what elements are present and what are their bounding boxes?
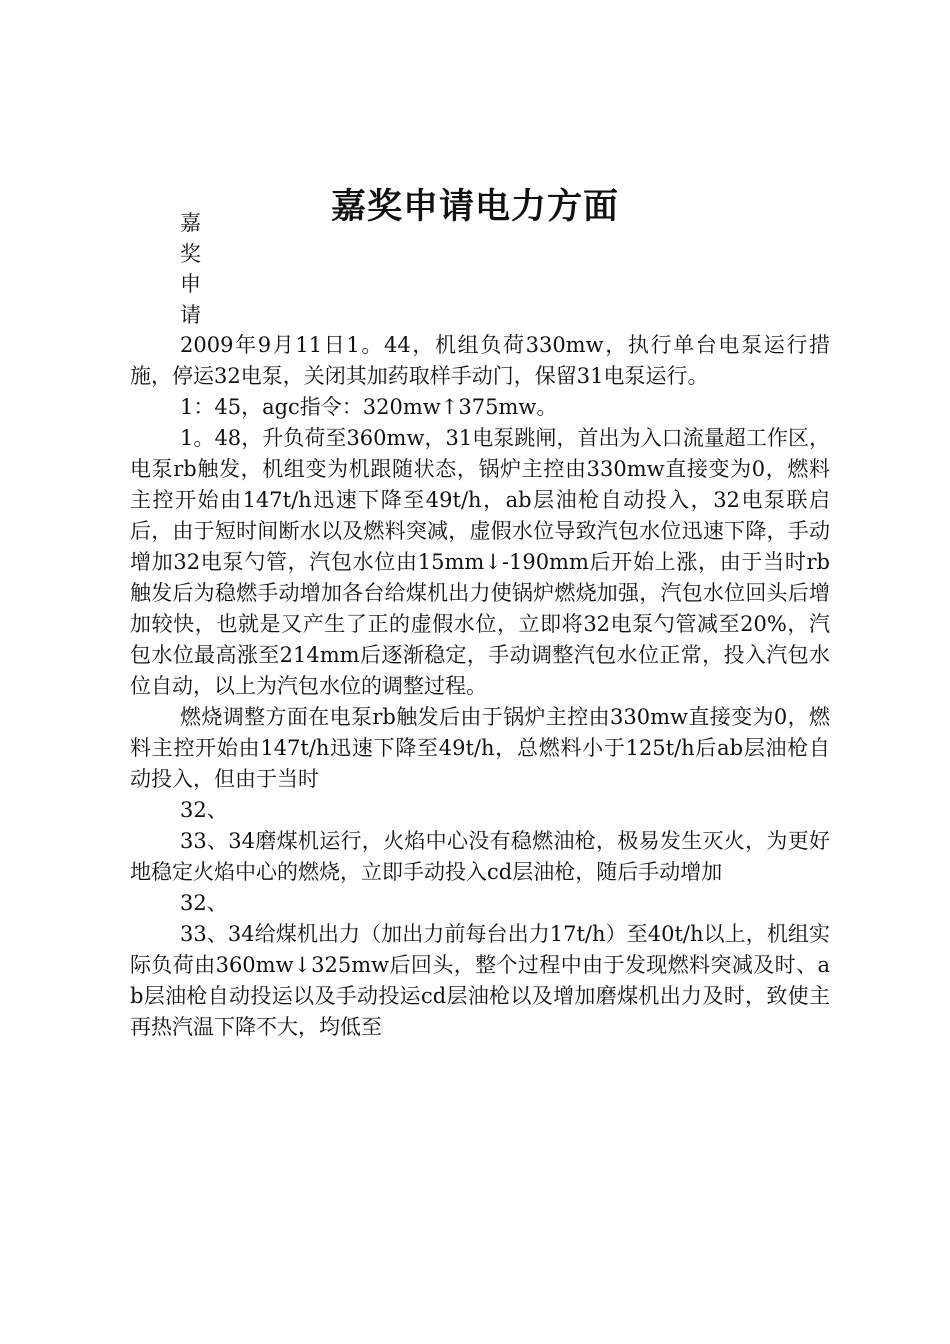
- vertical-heading-char: 申: [180, 272, 201, 296]
- vertical-heading: [130, 208, 830, 330]
- paragraph-agc-command: 1：45，agc指令：320mw↑375mw。: [180, 395, 558, 419]
- vertical-heading-char: 奖: [180, 241, 201, 266]
- vertical-heading-char: 请: [180, 302, 201, 327]
- paragraph-mill-operation: 33、34磨煤机运行，火焰中心没有稳燃油枪，极易发生灭火，为更好地稳定火焰中心的燃烧，立即手动投入cd层油枪，随后手动增加: [130, 829, 830, 884]
- paragraph-mill-number: 32、: [180, 798, 228, 822]
- paragraph-combustion-adjustment: 燃烧调整方面在电泵rb触发后由于锅炉主控由330mw直接变为0，燃料主控开始由147t/h迅速下降至49t/h，总燃料小于125t/h后ab层油枪自动投入，但由于当时: [130, 705, 830, 791]
- paragraph-feeder-number: 32、: [180, 891, 228, 915]
- paragraph-feeder-output: 33、34给煤机出力（加出力前每台出力17t/h）至40t/h以上，机组实际负荷由360mw↓325mw后回头，整个过程中由于发现燃料突减及时、ab层油枪自动投运以及手动投运cd层油枪以及增加磨煤机出力及时，致使主再热汽温下降不大，均低至: [130, 922, 830, 1039]
- document-body: [130, 208, 830, 1043]
- vertical-heading-char: 嘉: [180, 211, 201, 235]
- document-title: 嘉奖申请电力方面: [330, 186, 619, 227]
- paragraph-pump-shutdown: 2009年9月11日1。44，机组负荷330mw，执行单台电泵运行措施，停运32电泵，关闭其加药取样手动门，保留31电泵运行。: [130, 333, 830, 388]
- paragraph-drum-level-adjustment: 1。48，升负荷至360mw，31电泵跳闸，首出为入口流量超工作区，电泵rb触发，机组变为机跟随状态，锅炉主控由330mw直接变为0，燃料主控开始由147t/h迅速下降至49t/h，ab层油枪自动投入，32电泵联启后，由于短时间断水以及燃料突减，虚假水位导致汽包水位迅速下降，手动增加32电泵勺管，汽包水位由15mm↓-190mm后开始上涨，由于当时rb触发后为稳燃手动增加各台给煤机出力使锅炉燃烧加强，汽包水位回头后增加较快，也就是又产生了正的虚假水位，立即将32电泵勺管减至20%，汽包水位最高涨至214mm后逐渐稳定，手动调整汽包水位正常，投入汽包水位自动，以上为汽包水位的调整过程。: [130, 426, 830, 698]
